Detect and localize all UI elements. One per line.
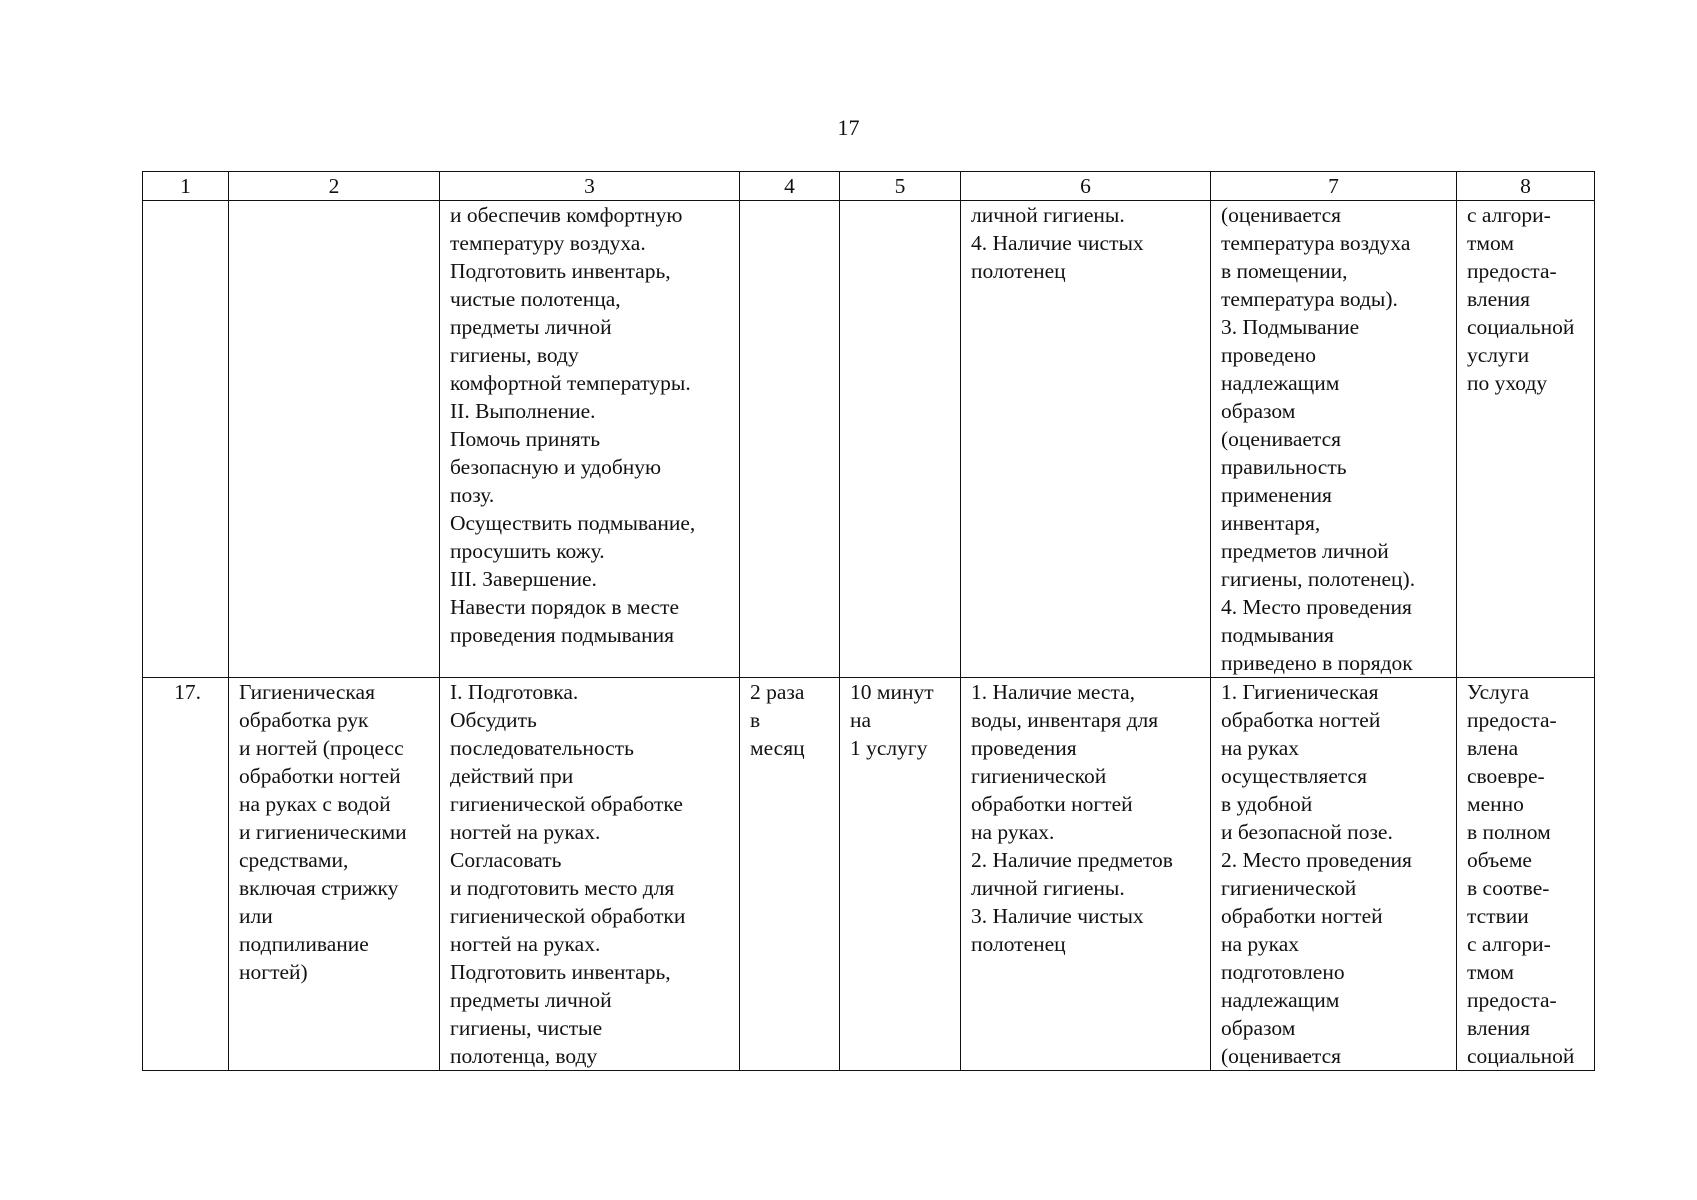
duration-cell	[840, 201, 961, 678]
column-number-6: 6	[961, 172, 1211, 201]
conditions-cell: личной гигиены. 4. Наличие чистых полотенец	[961, 201, 1211, 678]
procedure-cell: и обеспечив комфортную температуру воздуха. Подготовить инвентарь, чистые полотенца, предметы личной гигиены, воду комфортной температуры. II. Выполнение. Помочь принять безопасную и удобную позу. Осуществить подмывание, просушить кожу. III. Завершение. Навести порядок в месте проведения подмывания	[440, 201, 740, 678]
column-number-1: 1	[143, 172, 229, 201]
page-number: 17	[837, 115, 860, 140]
service-name-cell: Гигиеническая обработка рук и ногтей (процесс обработки ногтей на руках с водой и гигиеническими средствами, включая стрижку или подпиливание ногтей)	[229, 678, 440, 1071]
table-row	[143, 678, 1595, 1071]
column-number-7: 7	[1211, 172, 1457, 201]
column-number-2: 2	[229, 172, 440, 201]
conditions-cell: 1. Наличие места, воды, инвентаря для проведения гигиенической обработки ногтей на руках. 2. Наличие предметов личной гигиены. 3. Наличие чистых полотенец	[961, 678, 1211, 1071]
quality-criteria-cell: 1. Гигиеническая обработка ногтей на руках осуществляется в удобной и безопасной позе. 2. Место проведения гигиенической обработки ногтей на руках подготовлено надлежащим образом (оценивается	[1211, 678, 1457, 1071]
column-number-8: 8	[1457, 172, 1595, 201]
services-table	[142, 171, 1595, 1071]
service-name-cell	[229, 201, 440, 678]
frequency-cell: 2 раза в месяц	[740, 678, 840, 1071]
procedure-cell: I. Подготовка. Обсудить последовательность действий при гигиенической обработке ногтей на руках. Согласовать и подготовить место для гигиенической обработки ногтей на руках. Подготовить инвентарь, предметы личной гигиены, чистые полотенца, воду	[440, 678, 740, 1071]
result-cell: Услуга предоста- влена своевре- менно в полном объеме в соотве- тствии с алгори- тмом предоста- вления социальной	[1457, 678, 1595, 1071]
row-number-cell	[143, 201, 229, 678]
frequency-cell	[740, 201, 840, 678]
column-number-5: 5	[840, 172, 961, 201]
column-number-row	[143, 172, 1595, 201]
column-number-3: 3	[440, 172, 740, 201]
quality-criteria-cell: (оценивается температура воздуха в помещении, температура воды). 3. Подмывание проведено надлежащим образом (оценивается правильность применения инвентаря, предметов личной гигиены, полотенец). 4. Место проведения подмывания приведено в порядок	[1211, 201, 1457, 678]
table-row	[143, 201, 1595, 678]
duration-cell: 10 минут на 1 услугу	[840, 678, 961, 1071]
column-number-4: 4	[740, 172, 840, 201]
row-number-cell: 17.	[143, 678, 229, 1071]
result-cell: с алгори- тмом предоста- вления социальной услуги по уходу	[1457, 201, 1595, 678]
